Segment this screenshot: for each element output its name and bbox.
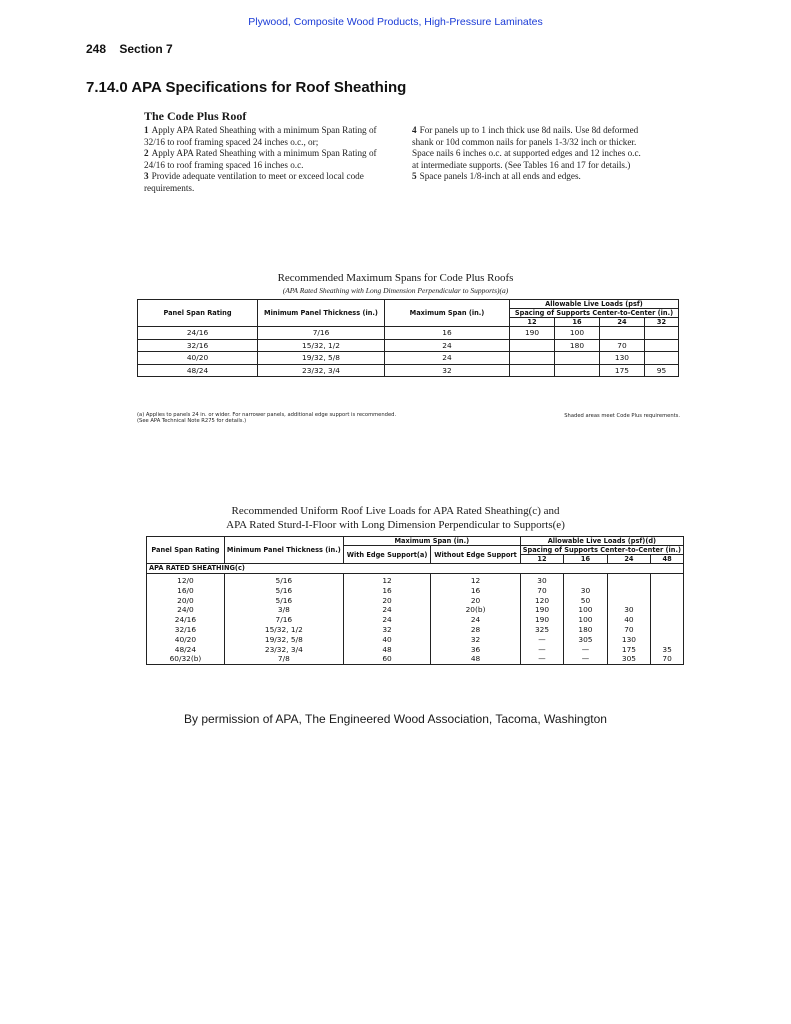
col-header-spacing-16: 16 [564,555,607,564]
cell-load-48 [651,586,684,596]
cell-rating: 24/16 [138,327,258,340]
col-header-panel-span: Panel Span Rating [138,300,258,327]
cell-thickness: 7/16 [224,615,343,625]
cell-load-12: 190 [520,605,563,615]
col-header-spacing-16: 16 [554,318,599,327]
cell-load-16: 305 [564,635,607,645]
cell-load-24: 40 [607,615,650,625]
intro-item [144,148,394,171]
cell-load-48 [651,615,684,625]
table-row [147,645,684,655]
col-header-without-edge: Without Edge Support [431,546,520,564]
cell-with-edge: 16 [343,586,431,596]
item-text: Apply APA Rated Sheathing with a minimum Span Rating of 24/16 to roof framing spaced 16 inches o.c. [144,148,377,170]
cell-load-24: 175 [599,364,644,377]
cell-load-16: — [564,654,607,664]
cell-rating: 20/0 [147,596,225,606]
table-row [138,364,679,377]
cell-load-16: 180 [554,339,599,352]
section-header [86,42,183,56]
table-row [147,654,684,664]
cell-span: 24 [385,352,510,365]
cell-load-12: 325 [520,625,563,635]
intro-item [144,171,394,194]
intro-right-column [412,125,644,183]
cell-with-edge: 48 [343,645,431,655]
cell-load-16: 100 [564,605,607,615]
section-label: Section 7 [119,42,173,56]
cell-load-32 [644,352,678,365]
cell-load-12: 30 [520,574,563,586]
col-header-spacing: Spacing of Supports Center-to-Center (in.) [520,546,683,555]
cell-load-12: 120 [520,596,563,606]
cell-load-24: 175 [607,645,650,655]
cell-load-12 [510,352,555,365]
col-header-allowable-loads: Allowable Live Loads (psf) [510,300,679,309]
cell-without-edge: 12 [431,574,520,586]
cell-rating: 40/20 [138,352,258,365]
table-row [147,574,684,586]
cell-with-edge: 60 [343,654,431,664]
table-row [147,605,684,615]
cell-without-edge: 28 [431,625,520,635]
cell-rating: 24/0 [147,605,225,615]
cell-load-24 [607,596,650,606]
cell-load-48: 35 [651,645,684,655]
cell-rating: 32/16 [147,625,225,635]
group-label: APA RATED SHEATHING(c) [147,564,684,574]
cell-load-16 [554,364,599,377]
cell-load-48 [651,596,684,606]
cell-load-32: 95 [644,364,678,377]
cell-load-48: 70 [651,654,684,664]
cell-thickness: 23/32, 3/4 [258,364,385,377]
cell-load-48 [651,625,684,635]
cell-load-12: — [520,645,563,655]
cell-span: 16 [385,327,510,340]
col-header-spacing-48: 48 [651,555,684,564]
cell-without-edge: 20 [431,596,520,606]
intro-left-column [144,125,394,195]
cell-load-16: — [564,645,607,655]
cell-load-24: 70 [607,625,650,635]
cell-with-edge: 40 [343,635,431,645]
intro-item [144,125,394,148]
cell-load-24 [599,327,644,340]
item-text: For panels up to 1 inch thick use 8d nails. Use 8d deformed shank or 10d common nails for panels 1-3/32 inch or thicker. Space nails 6 inches o.c. at supported edges and 12 inches o.c. at intermediate supports. (See Tables 16 and 17 for details.) [412,125,641,170]
table1-title: Recommended Maximum Spans for Code Plus Roofs [277,272,514,284]
col-header-spacing-12: 12 [520,555,563,564]
table1-shaded-note: Shaded areas meet Code Plus requirements. [564,413,680,419]
section-title: 7.14.0 APA Specifications for Roof Sheathing [86,79,407,96]
cell-without-edge: 20(b) [431,605,520,615]
cell-thickness: 19/32, 5/8 [258,352,385,365]
table-row [147,625,684,635]
page-number: 248 [86,42,107,56]
cell-load-24: 130 [607,635,650,645]
cell-thickness: 5/16 [224,596,343,606]
table1-footnote: (a) Applies to panels 24 in. or wider. For narrower panels, additional edge support is recommended. (See APA Technical Note R275 for details.) [137,412,397,425]
cell-thickness: 5/16 [224,586,343,596]
cell-thickness: 7/8 [224,654,343,664]
cell-load-48 [651,574,684,586]
cell-load-12: 190 [510,327,555,340]
cell-without-edge: 32 [431,635,520,645]
cell-rating: 40/20 [147,635,225,645]
item-text: Provide adequate ventilation to meet or exceed local code requirements. [144,171,364,193]
cell-load-12 [510,364,555,377]
cell-rating: 48/24 [147,645,225,655]
roof-live-loads-table [146,536,684,665]
cell-with-edge: 24 [343,615,431,625]
col-header-min-thickness: Minimum Panel Thickness (in.) [258,300,385,327]
cell-rating: 48/24 [138,364,258,377]
col-header-spacing-12: 12 [510,318,555,327]
item-text: Apply APA Rated Sheathing with a minimum Span Rating of 32/16 to roof framing spaced 24 inches o.c., or; [144,125,377,147]
cell-load-24: 130 [599,352,644,365]
permission-credit: By permission of APA, The Engineered Wood Association, Tacoma, Washington [184,712,607,726]
table-row [138,327,679,340]
item-number: 2 [144,148,149,159]
col-header-allowable-loads: Allowable Live Loads (psf)(d) [520,537,683,546]
cell-load-32 [644,327,678,340]
item-text: Space panels 1/8-inch at all ends and edges. [419,171,581,182]
cell-thickness: 19/32, 5/8 [224,635,343,645]
cell-load-16 [554,352,599,365]
cell-span: 24 [385,339,510,352]
cell-load-12: — [520,654,563,664]
cell-load-16: 30 [564,586,607,596]
table-row [138,352,679,365]
table-row [138,339,679,352]
cell-without-edge: 36 [431,645,520,655]
item-number: 1 [144,125,149,135]
cell-thickness: 15/32, 1/2 [224,625,343,635]
col-header-spacing: Spacing of Supports Center-to-Center (in.) [510,309,679,318]
intro-item [412,171,644,183]
cell-load-24 [607,574,650,586]
cell-without-edge: 48 [431,654,520,664]
intro-item [412,125,644,171]
table-row [147,615,684,625]
cell-load-12: — [520,635,563,645]
table-row [147,586,684,596]
cell-load-24: 70 [599,339,644,352]
col-header-with-edge: With Edge Support(a) [343,546,431,564]
cell-load-16: 100 [564,615,607,625]
intro-heading: The Code Plus Roof [144,109,247,123]
cell-with-edge: 20 [343,596,431,606]
cell-rating: 60/32(b) [147,654,225,664]
cell-load-48 [651,635,684,645]
item-number: 5 [412,171,417,182]
cell-rating: 12/0 [147,574,225,586]
cell-load-24 [607,586,650,596]
col-header-panel-span: Panel Span Rating [147,537,225,564]
cell-span: 32 [385,364,510,377]
cell-load-12 [510,339,555,352]
table-row [147,596,684,606]
cell-load-16: 50 [564,596,607,606]
cell-load-24: 305 [607,654,650,664]
col-header-max-span: Maximum Span (in.) [385,300,510,327]
cell-rating: 32/16 [138,339,258,352]
col-header-min-thickness: Minimum Panel Thickness (in.) [224,537,343,564]
cell-rating: 24/16 [147,615,225,625]
table1-subtitle: (APA Rated Sheathing with Long Dimension Perpendicular to Supports)(a) [282,286,509,295]
table-row [147,635,684,645]
cell-load-16: 180 [564,625,607,635]
cell-thickness: 15/32, 1/2 [258,339,385,352]
col-header-max-span: Maximum Span (in.) [343,537,520,546]
cell-without-edge: 24 [431,615,520,625]
cell-with-edge: 24 [343,605,431,615]
cell-thickness: 5/16 [224,574,343,586]
cell-load-48 [651,605,684,615]
cell-load-12: 70 [520,586,563,596]
cell-load-12: 190 [520,615,563,625]
item-number: 3 [144,171,149,182]
cell-thickness: 23/32, 3/4 [224,645,343,655]
cell-thickness: 7/16 [258,327,385,340]
col-header-spacing-24: 24 [599,318,644,327]
cell-load-24: 30 [607,605,650,615]
table2-title-line1: Recommended Uniform Roof Live Loads for APA Rated Sheathing(c) and [231,505,560,517]
table2-title-line2: APA Rated Sturd-I-Floor with Long Dimension Perpendicular to Supports(e) [226,519,565,531]
running-head: Plywood, Composite Wood Products, High-Pressure Laminates [248,16,543,28]
col-header-spacing-24: 24 [607,555,650,564]
cell-load-16 [564,574,607,586]
cell-thickness: 3/8 [224,605,343,615]
item-number: 4 [412,125,417,135]
code-plus-spans-table [137,299,679,377]
col-header-spacing-32: 32 [644,318,678,327]
cell-without-edge: 16 [431,586,520,596]
cell-with-edge: 12 [343,574,431,586]
cell-rating: 16/0 [147,586,225,596]
cell-load-32 [644,339,678,352]
cell-load-16: 100 [554,327,599,340]
cell-with-edge: 32 [343,625,431,635]
